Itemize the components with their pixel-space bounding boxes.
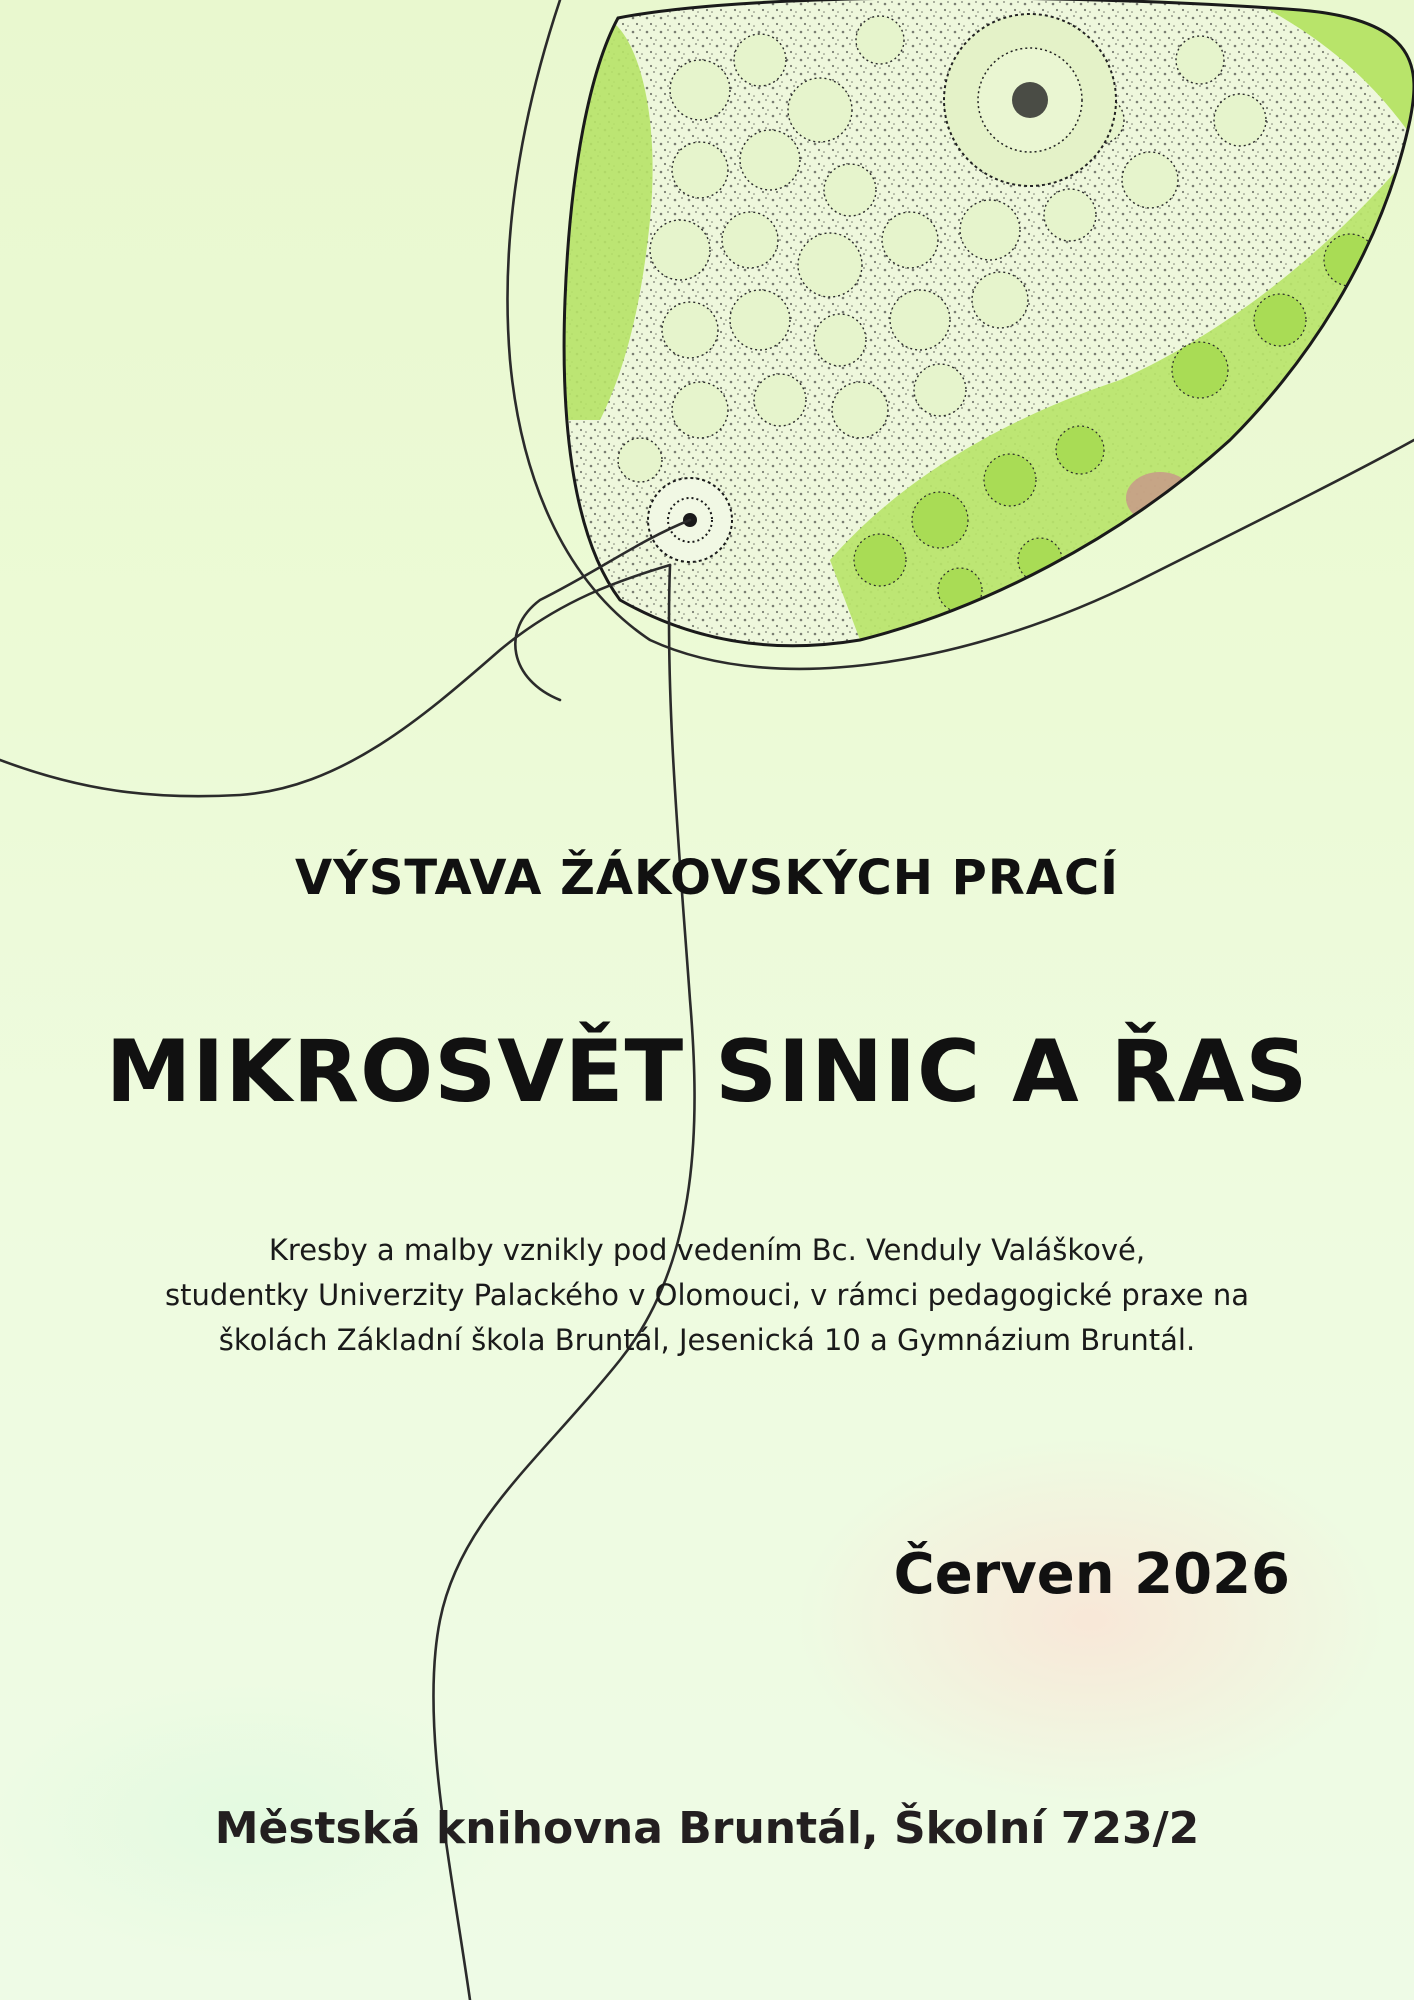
exhibition-venue: Městská knihovna Bruntál, Školní 723/2	[214, 1803, 1200, 1854]
description-line: školách Základní škola Bruntál, Jesenická 10 a Gymnázium Bruntál.	[218, 1323, 1196, 1357]
exhibition-subtitle: VÝSTAVA ŽÁKOVSKÝCH PRACÍ	[294, 850, 1120, 906]
description-line: Kresby a malby vznikly pod vedením Bc. Venduly Valáškové,	[268, 1233, 1146, 1267]
exhibition-date: Červen 2026	[893, 1542, 1290, 1607]
exhibition-title: MIKROSVĚT SINIC A ŘAS	[105, 1022, 1309, 1122]
algae-cell	[560, 0, 1414, 660]
exhibition-description	[100, 1228, 1314, 1363]
description-line: studentky Univerzity Palackého v Olomouci, v rámci pedagogické praxe na	[164, 1278, 1250, 1312]
